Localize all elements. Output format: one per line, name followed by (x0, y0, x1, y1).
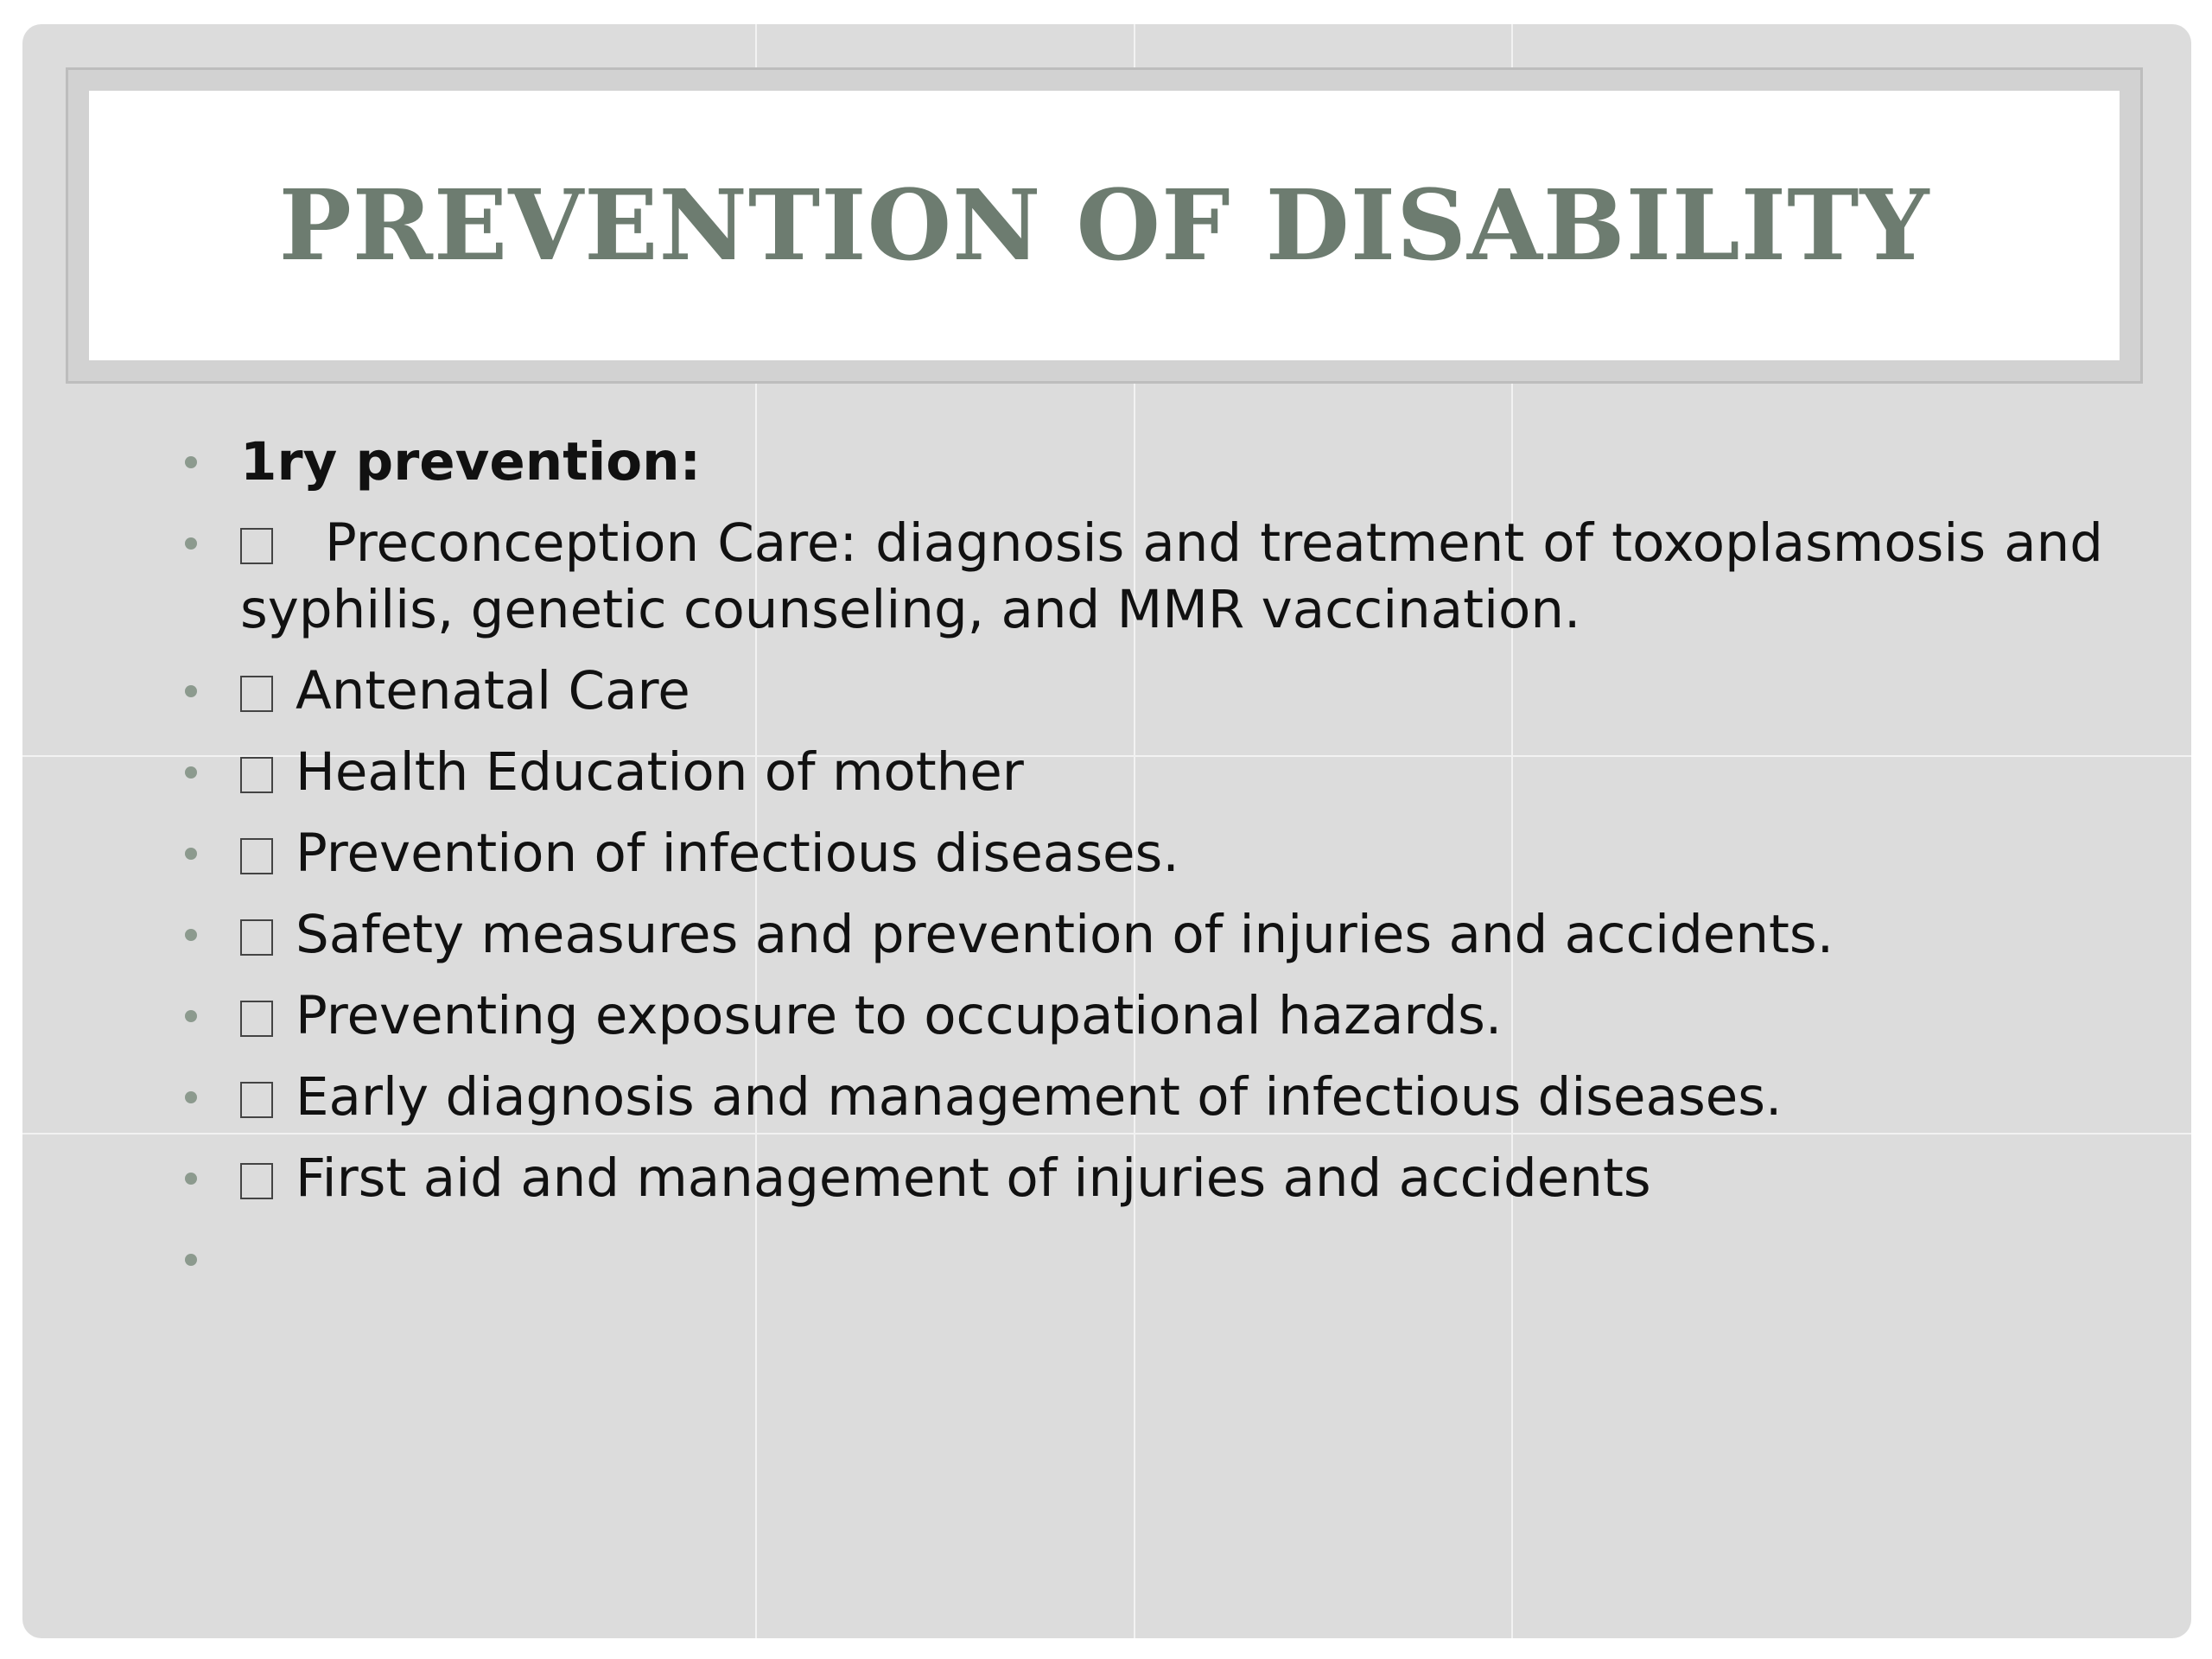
bullet-item (159, 901, 2103, 968)
missing-glyph-box-icon (240, 1082, 273, 1118)
slide (22, 24, 2191, 1638)
bullet-dot-icon (185, 848, 197, 860)
title-frame (66, 67, 2143, 384)
bullet-item (159, 1226, 2103, 1293)
bullet-item (159, 820, 2103, 887)
bullet-item (159, 1064, 2103, 1130)
bullet-text: Antenatal Care (296, 660, 690, 721)
missing-glyph-box-icon (240, 1163, 273, 1199)
bullet-item (159, 1145, 2103, 1211)
bullet-dot-icon (185, 1010, 197, 1022)
bullet-text: Prevention of infectious diseases. (296, 823, 1179, 884)
bullet-item (159, 658, 2103, 724)
bullet-dot-icon (185, 537, 197, 550)
missing-glyph-box-icon (240, 838, 273, 874)
bullet-text: First aid and management of injuries and accidents (296, 1147, 1651, 1209)
bullet-dot-icon (185, 1173, 197, 1185)
bullet-dot-icon (185, 685, 197, 697)
missing-glyph-box-icon (240, 1001, 273, 1037)
missing-glyph-box-icon (240, 919, 273, 956)
bullet-dot-icon (185, 456, 197, 468)
bullet-text: Early diagnosis and management of infectious diseases. (296, 1066, 1783, 1128)
missing-glyph-box-icon (240, 676, 273, 712)
missing-glyph-box-icon (240, 528, 273, 564)
bullet-item (159, 982, 2103, 1049)
slide-title: PREVENTION OF DISABILITY (278, 168, 1930, 283)
bullet-text: Health Education of mother (296, 741, 1024, 803)
bullet-text: Preventing exposure to occupational hazards. (296, 985, 1503, 1046)
missing-glyph-box-icon (240, 757, 273, 793)
bullet-item (159, 739, 2103, 805)
bullet-dot-icon (185, 929, 197, 941)
bullet-list (159, 429, 2103, 1307)
bullet-text: Safety measures and prevention of injuries and accidents. (296, 904, 1834, 965)
bullet-item (159, 510, 2103, 643)
bullet-item (159, 429, 2103, 495)
bullet-dot-icon (185, 1254, 197, 1266)
bullet-text: Preconception Care: diagnosis and treatment of toxoplasmosis and syphilis, genetic counseling, and MMR vaccination. (240, 512, 2103, 640)
bullet-dot-icon (185, 766, 197, 779)
title-box (89, 91, 2120, 360)
bullet-text: 1ry prevention: (240, 431, 702, 493)
bullet-dot-icon (185, 1091, 197, 1103)
